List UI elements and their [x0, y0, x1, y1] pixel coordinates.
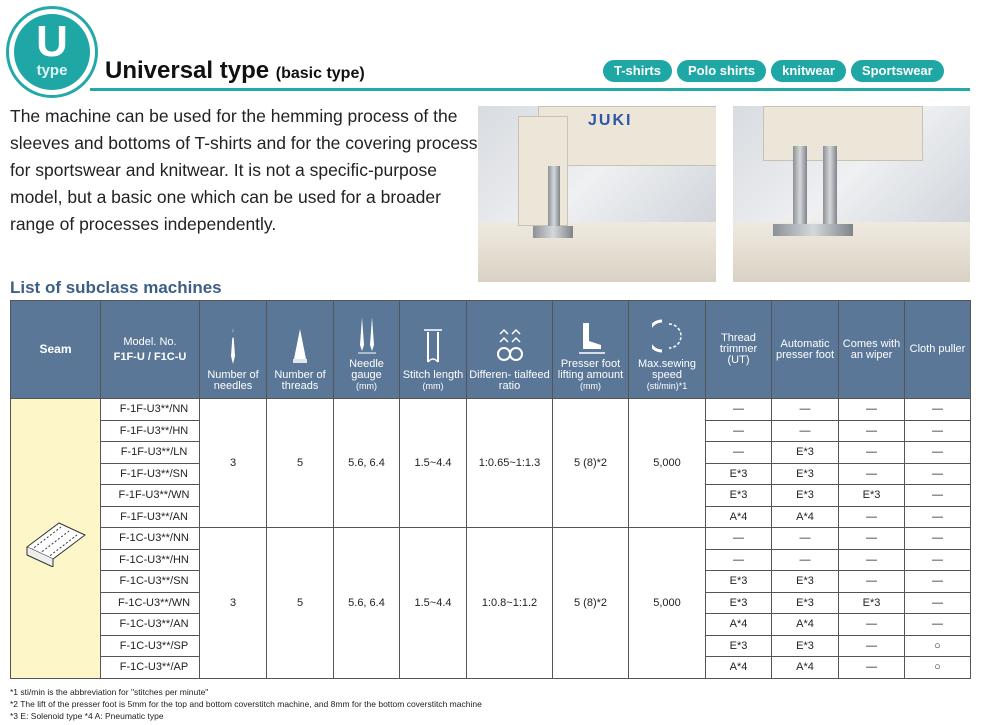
machine-photo-2 [733, 106, 970, 282]
seam-diagram-icon [21, 507, 91, 567]
seam-cell [11, 399, 101, 679]
cloth-puller-cell: — [905, 549, 971, 571]
header-lift: Presser foot lifting amount (mm) [553, 301, 629, 399]
auto-presser-cell: E*3 [772, 592, 839, 614]
wiper-cell: — [839, 614, 905, 636]
footnote-2: *2 The lift of the presser foot is 5mm for the top and bottom coverstitch machine, and 8mm for the bottom coverstitch machine [10, 699, 482, 709]
badge-word: type [36, 62, 68, 79]
thread-trimmer-cell: — [706, 528, 772, 550]
auto-presser-cell: — [772, 549, 839, 571]
wiper-cell: E*3 [839, 485, 905, 507]
title-rule [90, 88, 970, 91]
cloth-puller-cell: — [905, 463, 971, 485]
stitch-length-cell: 1.5~4.4 [400, 528, 467, 679]
model-number-cell: F-1F-U3**/HN [101, 420, 200, 442]
page-title [105, 57, 365, 85]
speed-cell: 5,000 [629, 399, 706, 528]
model-number-cell: F-1C-U3**/NN [101, 528, 200, 550]
header-presser: Automatic presser foot [772, 301, 839, 399]
header-diff: Differen- tialfeed ratio [467, 301, 553, 399]
tag-polo-shirts: Polo shirts [677, 60, 766, 82]
thread-trimmer-cell: — [706, 420, 772, 442]
cloth-puller-cell: — [905, 485, 971, 507]
speed-cell: 5,000 [629, 528, 706, 679]
stitch-length-cell: 1.5~4.4 [400, 399, 467, 528]
needle-gauge-icon [354, 315, 380, 355]
wiper-cell: — [839, 442, 905, 464]
auto-presser-cell: A*4 [772, 614, 839, 636]
thread-trimmer-cell: E*3 [706, 463, 772, 485]
model-number-cell: F-1F-U3**/WN [101, 485, 200, 507]
subclass-table [10, 300, 971, 679]
model-number-cell: F-1F-U3**/AN [101, 506, 200, 528]
header-stitch: Stitch length (mm) [400, 301, 467, 399]
model-number-cell: F-1F-U3**/LN [101, 442, 200, 464]
header-puller: Cloth puller [905, 301, 971, 399]
needles-cell: 3 [200, 528, 267, 679]
footnotes [10, 686, 482, 722]
tag-sportswear: Sportswear [851, 60, 944, 82]
section-title: List of subclass machines [10, 278, 222, 297]
wiper-cell: — [839, 528, 905, 550]
thread-spool-icon [289, 326, 311, 366]
tag-knitwear: knitwear [771, 60, 846, 82]
wiper-cell: — [839, 657, 905, 679]
photo-head [518, 116, 568, 226]
thread-trimmer-cell: A*4 [706, 614, 772, 636]
wiper-cell: — [839, 571, 905, 593]
cloth-puller-cell: — [905, 592, 971, 614]
photo-presser-foot [533, 226, 573, 238]
thread-trimmer-cell: A*4 [706, 657, 772, 679]
thread-trimmer-cell: E*3 [706, 571, 772, 593]
header-gauge: Needle gauge (mm) [334, 301, 400, 399]
auto-presser-cell: — [772, 399, 839, 421]
cloth-puller-cell: — [905, 399, 971, 421]
cloth-puller-cell: — [905, 442, 971, 464]
gauge-cell: 5.6, 6.4 [334, 528, 400, 679]
thread-trimmer-cell: A*4 [706, 506, 772, 528]
photo-presser-foot [773, 224, 853, 236]
model-number-cell: F-1C-U3**/SP [101, 635, 200, 657]
cloth-puller-cell: ○ [905, 635, 971, 657]
auto-presser-cell: E*3 [772, 442, 839, 464]
cloth-puller-cell: — [905, 571, 971, 593]
header-needles: Number of needles [200, 301, 267, 399]
model-number-cell: F-1C-U3**/AN [101, 614, 200, 636]
footnote-1: *1 sti/min is the abbreviation for "stitches per minute" [10, 687, 209, 697]
thread-trimmer-cell: — [706, 442, 772, 464]
auto-presser-cell: — [772, 420, 839, 442]
thread-trimmer-cell: E*3 [706, 592, 772, 614]
auto-presser-cell: E*3 [772, 635, 839, 657]
auto-presser-cell: E*3 [772, 571, 839, 593]
wiper-cell: — [839, 420, 905, 442]
wiper-cell: — [839, 549, 905, 571]
wiper-cell: E*3 [839, 592, 905, 614]
auto-presser-cell: — [772, 528, 839, 550]
photo-brand: JUKI [588, 112, 633, 129]
footnote-3: *3 E: Solenoid type *4 A: Pneumatic type [10, 711, 164, 721]
cloth-puller-cell: — [905, 528, 971, 550]
model-number-cell: F-1F-U3**/NN [101, 399, 200, 421]
header-trimmer: Thread trimmer (UT) [706, 301, 772, 399]
thread-trimmer-cell: E*3 [706, 485, 772, 507]
model-number-cell: F-1F-U3**/SN [101, 463, 200, 485]
auto-presser-cell: E*3 [772, 463, 839, 485]
presser-foot-icon [575, 321, 607, 355]
model-number-cell: F-1C-U3**/AP [101, 657, 200, 679]
wiper-cell: — [839, 506, 905, 528]
cloth-puller-cell: — [905, 420, 971, 442]
thread-trimmer-cell: — [706, 399, 772, 421]
header-model: Model. No. F1F-U / F1C-U [101, 301, 200, 399]
wiper-cell: — [839, 399, 905, 421]
category-tags [603, 60, 944, 82]
type-badge-inner [14, 14, 90, 90]
photo-arm [763, 106, 923, 161]
table-header-row [11, 301, 971, 399]
cloth-puller-cell: ○ [905, 657, 971, 679]
header-wiper: Comes with an wiper [839, 301, 905, 399]
cloth-puller-cell: — [905, 614, 971, 636]
badge-letter: U [36, 17, 68, 66]
presser-lift-cell: 5 (8)*2 [553, 528, 629, 679]
header-seam: Seam [11, 301, 101, 399]
wiper-cell: — [839, 635, 905, 657]
header-speed: Max.sewing speed (sti/min)*1 [629, 301, 706, 399]
intro-text: The machine can be used for the hemming process of the sleeves and bottoms of T-shirts and for the covering process for sportswear and knitwear. It is not a specific-purpose model, but a basic one which can be used for a broader range of processes independently. [10, 106, 478, 234]
tag-t-shirts: T-shirts [603, 60, 672, 82]
cloth-puller-cell: — [905, 506, 971, 528]
auto-presser-cell: A*4 [772, 506, 839, 528]
auto-presser-cell: A*4 [772, 657, 839, 679]
auto-presser-cell: E*3 [772, 485, 839, 507]
photo-bed [478, 222, 716, 282]
model-number-cell: F-1C-U3**/WN [101, 592, 200, 614]
diff-feed-cell: 1:0.8~1:1.2 [467, 528, 553, 679]
model-number-cell: F-1C-U3**/SN [101, 571, 200, 593]
diff-feed-cell: 1:0.65~1:1.3 [467, 399, 553, 528]
thread-trimmer-cell: — [706, 549, 772, 571]
photo-needle-bar [823, 146, 837, 236]
photo-needle-bar [793, 146, 807, 236]
differential-feed-icon [495, 326, 525, 366]
model-number-cell: F-1C-U3**/HN [101, 549, 200, 571]
speed-icon [652, 317, 682, 355]
table-row [11, 399, 971, 421]
threads-cell: 5 [267, 399, 334, 528]
wiper-cell: — [839, 463, 905, 485]
stitch-length-icon [420, 326, 446, 366]
thread-trimmer-cell: E*3 [706, 635, 772, 657]
needles-cell: 3 [200, 399, 267, 528]
machine-photo-1 [478, 106, 716, 282]
threads-cell: 5 [267, 528, 334, 679]
title-sub: (basic type) [275, 65, 365, 82]
header-threads: Number of threads [267, 301, 334, 399]
table-row [11, 528, 971, 550]
presser-lift-cell: 5 (8)*2 [553, 399, 629, 528]
needle-icon [226, 326, 240, 366]
gauge-cell: 5.6, 6.4 [334, 399, 400, 528]
type-badge [6, 6, 98, 98]
title-main: Universal type [105, 57, 270, 84]
